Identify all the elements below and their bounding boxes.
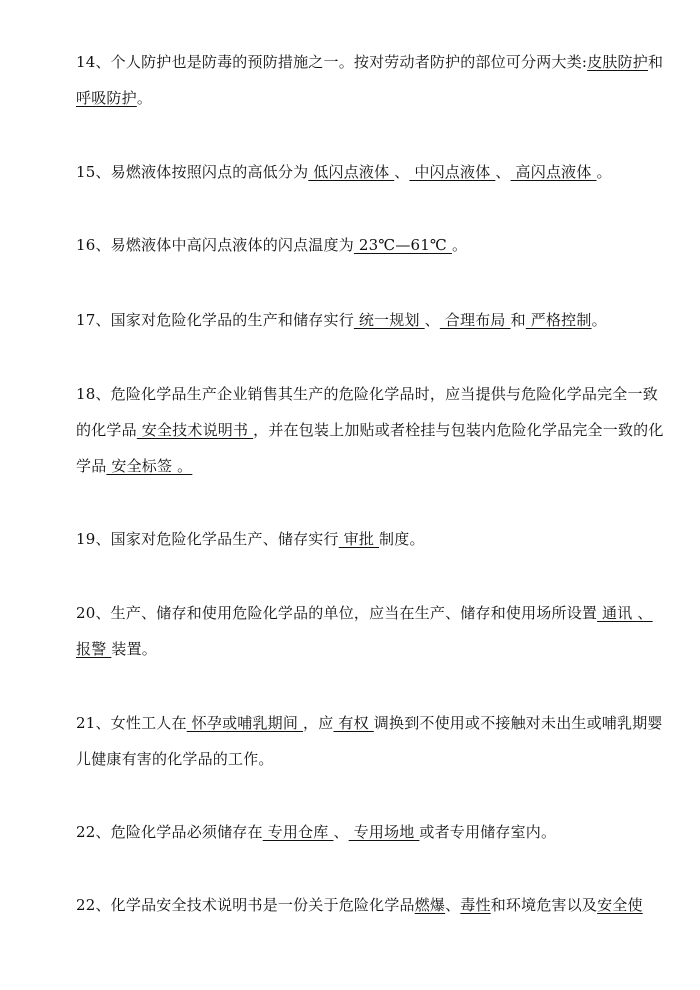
answer-high-flash-liquid: 高闪点液体 [510,163,597,181]
answer-dedicated-site: 专用场地 [348,823,420,841]
answer-unified-planning: 统一规划 [353,311,425,329]
answer-alarm: 报警 [76,640,112,658]
separator: 、 [445,896,461,914]
question-16-text: 16、易燃液体中高闪点液体的闪点温度为 [76,236,354,254]
answer-rational-layout: 合理布局 [439,311,511,329]
answer-safety-data-sheet: 安全技术说明书 [136,421,254,439]
answer-communication: 通讯 、 [597,604,653,622]
question-17-end: 。 [591,311,607,329]
question-14-connector: 和 [647,53,664,71]
question-18 [76,376,666,484]
answer-flammability-explosion: 燃爆 [414,896,446,914]
question-22-safety-data-sheet [76,887,666,923]
question-15-end: 。 [596,163,612,181]
question-22-storage-end: 或者专用储存室内。 [419,823,557,841]
answer-pregnancy-or-lactation: 怀孕或哺乳期间 [186,714,304,732]
separator: 、 [333,823,349,841]
question-20-text: 20、生产、储存和使用危险化学品的单位，应当在生产、储存和使用场所设置 [76,604,598,622]
question-14-end: 。 [136,89,153,107]
question-22-sds-text: 22、化学品安全技术说明书是一份关于危险化学品 [76,896,415,914]
question-16 [76,227,666,263]
question-20 [76,595,666,667]
question-17 [76,302,666,338]
answer-skin-protection: 皮肤防护 [587,53,648,71]
question-22-storage [76,814,666,850]
question-19-end: 制度。 [379,530,425,548]
answer-dedicated-warehouse: 专用仓库 [262,823,334,841]
answer-medium-flash-liquid: 中闪点液体 [409,163,496,181]
separator: 、 [495,163,511,181]
answer-safety-label: 安全标签 。 [106,457,193,475]
answer-approval: 审批 [338,530,380,548]
answer-respiratory-protection: 呼吸防护 [76,89,137,107]
question-18-middle: ，并在包装上加贴或者栓挂与包装内危险化学品完全一致的化学品 [76,421,664,475]
question-21-end: 调换到不使用或不接触对未出生或哺乳期婴儿健康有害的化学品的工作。 [76,714,663,768]
answer-toxicity: 毒性 [460,896,491,914]
separator: 、 [424,311,440,329]
answer-safe-use-partial: 安全使 [597,896,643,914]
question-14-text: 14、个人防护也是防毒的预防措施之一。按对劳动者防护的部位可分两大类: [76,53,588,71]
question-16-end: 。 [451,236,468,254]
answer-flash-point-range: 23℃—61℃ [353,236,452,254]
question-21-connector: ，应 [303,714,334,732]
question-15 [76,154,666,190]
question-17-text: 17、国家对危险化学品的生产和储存实行 [76,311,354,329]
question-21-text: 21、女性工人在 [76,714,187,732]
question-20-end: 装置。 [111,640,157,658]
question-19-text: 19、国家对危险化学品生产、储存实行 [76,530,339,548]
answer-strict-control: 严格控制 [525,311,592,329]
separator: 、 [394,163,410,181]
question-21 [76,705,666,777]
question-18-text: 18、危险化学品生产企业销售其生产的危险化学品时，应当提供与危险化学品完全一致的化学品 [76,385,658,439]
connector-and: 和 [510,311,526,329]
answer-entitled: 有权 [333,714,374,732]
question-14 [76,44,666,116]
question-22-sds-middle: 和环境危害以及 [490,896,598,914]
answer-low-flash-liquid: 低闪点液体 [308,163,395,181]
question-15-text: 15、易燃液体按照闪点的高低分为 [76,163,309,181]
question-22-storage-text: 22、危险化学品必须储存在 [76,823,263,841]
question-19 [76,521,666,557]
